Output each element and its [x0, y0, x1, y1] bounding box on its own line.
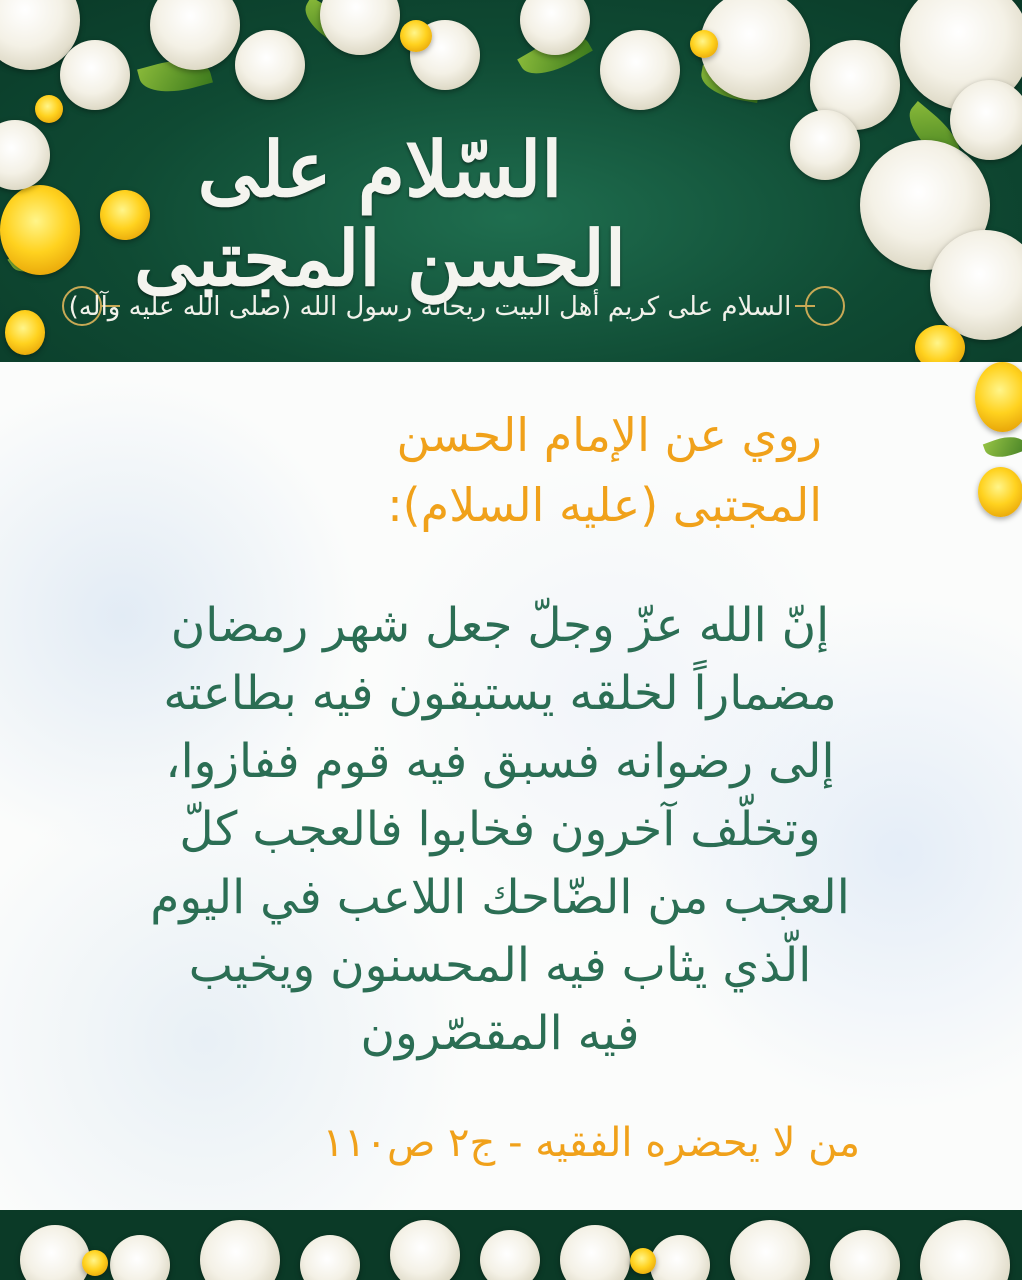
white-rose-icon — [0, 120, 50, 190]
white-rose-icon — [320, 0, 400, 55]
white-rose-icon — [150, 0, 240, 70]
hadith-line: وتخلّف آخرون فخابوا فالعجب كلّ — [179, 802, 821, 857]
hadith-text — [40, 592, 960, 1068]
hadith-line: إنّ الله عزّ وجلّ جعل شهر رمضان — [170, 598, 830, 653]
banner-title: السّلام على الحسن المجتبى — [134, 125, 626, 303]
white-rose-icon — [110, 1235, 170, 1280]
white-rose-icon — [790, 110, 860, 180]
ornament-icon — [805, 286, 845, 326]
heading-line: روي عن الإمام الحسن — [396, 408, 822, 462]
white-rose-icon — [930, 230, 1022, 340]
white-rose-icon — [830, 1230, 900, 1280]
white-rose-icon — [730, 1220, 810, 1280]
white-rose-icon — [480, 1230, 540, 1280]
white-rose-icon — [200, 1220, 280, 1280]
yellow-rose-icon — [978, 467, 1022, 517]
yellow-rose-icon — [630, 1248, 656, 1274]
source-citation: من لا يحضره الفقيه - ج٢ ص١١٠ — [322, 1120, 860, 1166]
yellow-rose-icon — [0, 185, 80, 275]
yellow-rose-icon — [975, 362, 1022, 432]
yellow-rose-icon — [82, 1250, 108, 1276]
white-rose-icon — [920, 1220, 1010, 1280]
white-rose-icon — [60, 40, 130, 110]
yellow-rose-icon — [35, 95, 63, 123]
white-rose-icon — [300, 1235, 360, 1280]
white-rose-icon — [20, 1225, 90, 1280]
yellow-rose-icon — [5, 310, 45, 355]
white-rose-icon — [560, 1225, 630, 1280]
white-rose-icon — [950, 80, 1022, 160]
leaf-decoration — [983, 431, 1022, 463]
white-rose-icon — [235, 30, 305, 100]
hadith-line: إلى رضوانه فسبق فيه قوم ففازوا، — [165, 734, 835, 789]
yellow-rose-icon — [690, 30, 718, 58]
header-banner — [0, 0, 1022, 362]
banner-subtitle: السلام على كريم أهل البيت ريحانة رسول الله (صلى الله عليه وآله) — [68, 292, 792, 322]
hadith-line: العجب من الضّاحك اللاعب في اليوم — [150, 870, 850, 925]
narration-heading — [202, 400, 822, 540]
yellow-rose-icon — [400, 20, 432, 52]
white-rose-icon — [600, 30, 680, 110]
yellow-rose-icon — [915, 325, 965, 362]
white-rose-icon — [650, 1235, 710, 1280]
hadith-line: فيه المقصّرون — [360, 1006, 640, 1061]
footer-floral-strip — [0, 1210, 1022, 1280]
heading-line: المجتبى (عليه السلام): — [387, 478, 822, 532]
banner-subtitle-frame — [60, 272, 800, 342]
hadith-line: مضماراً لخلقه يستبقون فيه بطاعته — [163, 666, 837, 721]
white-rose-icon — [390, 1220, 460, 1280]
hadith-line: الّذي يثاب فيه المحسنون ويخيب — [188, 938, 812, 993]
